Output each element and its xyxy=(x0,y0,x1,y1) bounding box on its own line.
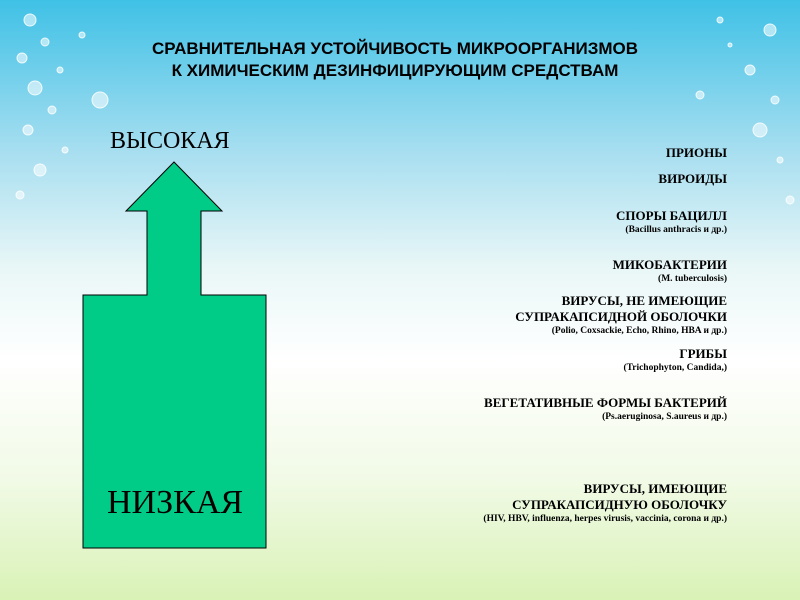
list-item xyxy=(327,208,727,236)
item-examples: (M. tuberculosis) xyxy=(658,274,727,284)
list-item xyxy=(327,395,727,423)
item-examples: (Trichophyton, Candida,) xyxy=(623,363,727,373)
item-name: ГРИБЫ xyxy=(679,346,727,361)
item-name-line-2: СУПРАКАПСИДНОЙ ОБОЛОЧКИ xyxy=(515,309,727,324)
item-name: ВИРОИДЫ xyxy=(658,171,727,186)
item-name: ВИРУСЫ, НЕ ИМЕЮЩИЕ xyxy=(561,293,727,308)
item-name: ВЕГЕТАТИВНЫЕ ФОРМЫ БАКТЕРИЙ xyxy=(484,395,727,410)
item-examples: (Polio, Coxsackie, Echo, Rhino, HBA и др.) xyxy=(551,326,727,336)
item-name: ПРИОНЫ xyxy=(665,145,727,160)
list-item xyxy=(327,257,727,285)
title-line-2: К ХИМИЧЕСКИМ ДЕЗИНФИЦИРУЮЩИМ СРЕДСТВАМ xyxy=(171,61,619,80)
item-examples: (Ps.aeruginosa, S.aureus и др.) xyxy=(602,412,727,422)
list-item xyxy=(327,171,727,187)
list-item xyxy=(327,346,727,374)
low-resistance-label: НИЗКАЯ xyxy=(107,484,244,521)
item-examples: (Bacillus anthracis и др.) xyxy=(625,225,727,235)
list-item xyxy=(327,145,727,161)
item-name: ВИРУСЫ, ИМЕЮЩИЕ xyxy=(583,481,727,496)
item-examples: (HIV, HBV, influenza, herpes virusis, vaccinia, corona и др.) xyxy=(483,514,727,524)
item-name: СПОРЫ БАЦИЛЛ xyxy=(616,208,727,223)
title-line-1: СРАВНИТЕЛЬНАЯ УСТОЙЧИВОСТЬ МИКРООРГАНИЗМОВ xyxy=(151,39,639,58)
high-resistance-label: ВЫСОКАЯ xyxy=(110,128,230,154)
item-name-line-2: СУПРАКАПСИДНУЮ ОБОЛОЧКУ xyxy=(512,497,727,512)
list-item xyxy=(327,481,727,525)
item-name: МИКОБАКТЕРИИ xyxy=(612,257,727,272)
list-item xyxy=(327,293,727,337)
